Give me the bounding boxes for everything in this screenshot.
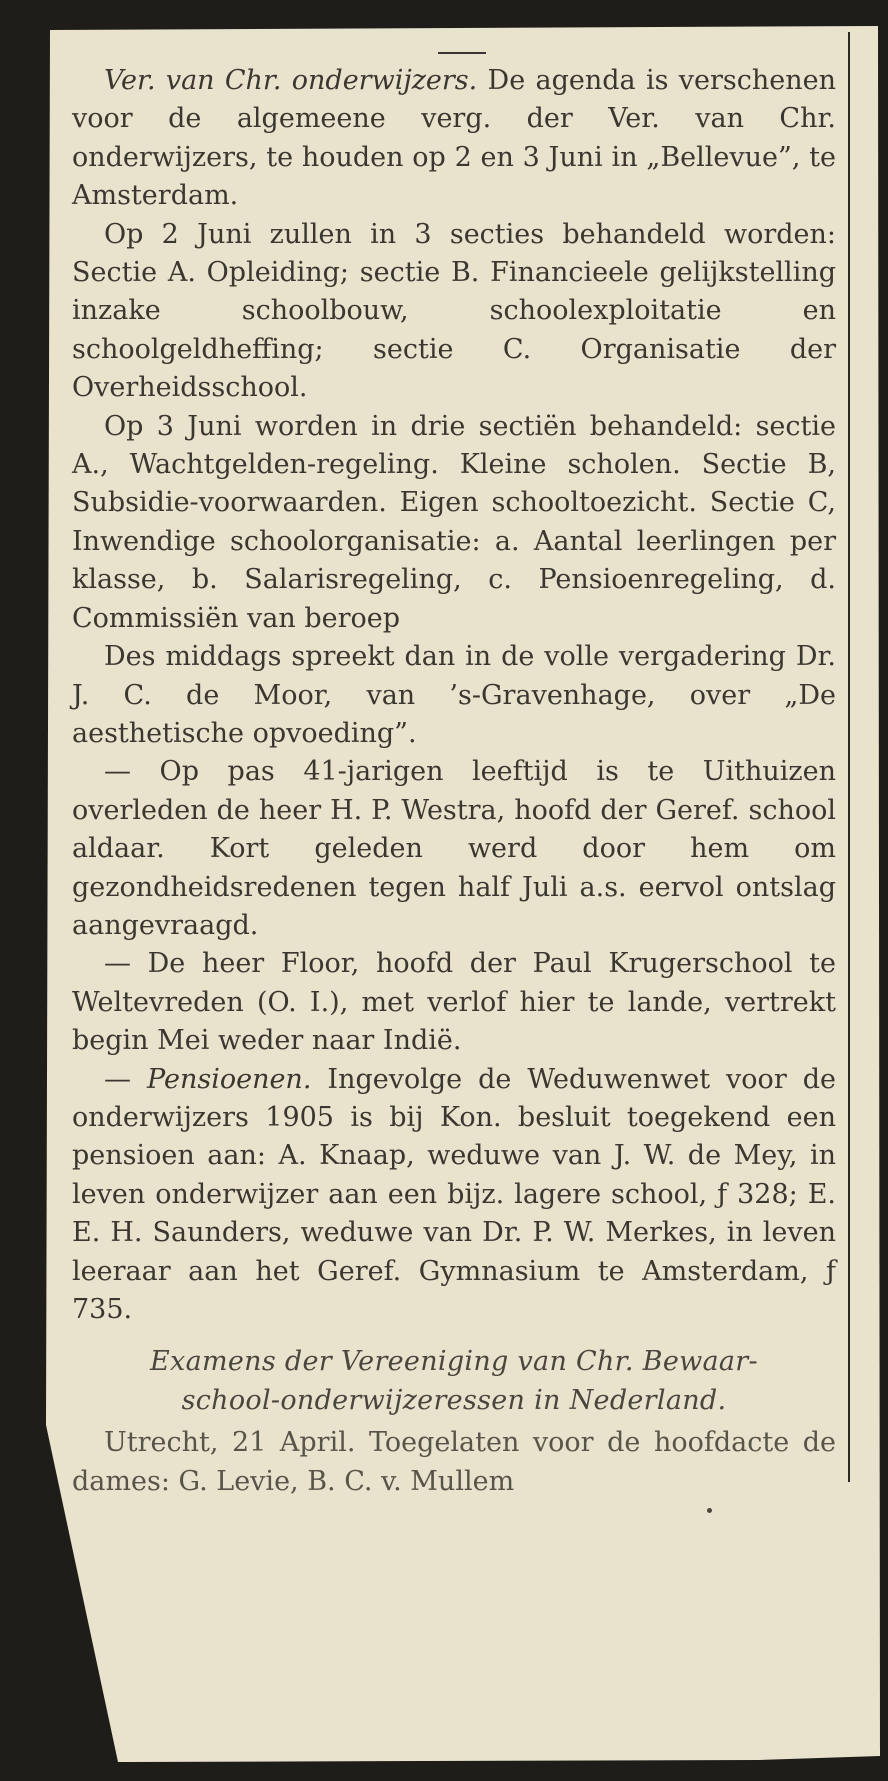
paragraph-obituary-westra: — Op pas 41-jarigen leeftijd is te Uithuizen overleden de heer H. P. Westra, hoofd der Geref. school aldaar. Kort geleden werd door hem om gezondheidsredenen tegen half Juli a.s. eervol ontslag aangevraagd. — [72, 756, 836, 941]
section-heading-examens — [72, 1343, 836, 1420]
section-separator-rule — [438, 52, 486, 54]
paragraph-afternoon-speech: Des middags spreekt dan in de volle vergadering Dr. J. C. de Moor, van ’s-Gravenhage, over „De aesthetische opvoeding”. — [72, 641, 836, 749]
paragraph-agenda-text: De agenda is verschenen voor de algemeene verg. der Ver. van Chr. onderwijzers, te houden op 2 en 3 Juni in „Bellevue”, te Amsterdam. — [72, 65, 836, 212]
paragraph-june-3-sections: Op 3 Juni worden in drie sectiën behandeld: sectie A., Wachtgelden-regeling. Kleine scholen. Sectie B, Subsidie-voorwaarden. Eigen schooltoezicht. Sectie C, Inwendige schoolorganisatie: a. Aantal leerlingen per klasse, b. Salarisregeling, c. Pensioenregeling, d. Commissiën van beroep — [72, 410, 836, 634]
paragraph-pensions-dash: — — [104, 1063, 148, 1095]
paragraph-june-2-sections: Op 2 Juni zullen in 3 secties behandeld worden: Sectie A. Opleiding; sectie B. Financieele gelijkstelling inzake schoolbouw, schoolexploitatie en schoolgeldheffing; sectie C. Organisatie der Overheidsschool. — [72, 218, 836, 404]
section-heading-line-1: Examens der Vereeniging van Chr. Bewaar- — [150, 1346, 758, 1378]
paragraph-pensions-text: Ingevolge de Weduwenwet voor de onderwijzers 1905 is bij Kon. besluit toegekend een pensioen aan: A. Knaap, weduwe van J. W. de Mey, in leven onderwijzer aan een bijz. lagere school, ƒ 328; E. E. H. Saunders, weduwe van Dr. P. W. Merkes, in leven leeraar aan het Geref. Gymnasium te Amsterdam, ƒ 735. — [72, 1063, 836, 1325]
section-heading-line-2: school-onderwijzeressen in Nederland. — [181, 1384, 727, 1416]
paragraph-agenda — [72, 62, 836, 216]
paragraph-pensions — [72, 1061, 836, 1330]
column-rule — [848, 32, 850, 1482]
ink-speck — [707, 1508, 712, 1513]
paragraph-pensions-lead: Pensioenen. — [147, 1063, 312, 1095]
paragraph-floor-leave: — De heer Floor, hoofd der Paul Krugerschool te Weltevreden (O. I.), met verlof hier te lande, vertrekt begin Mei weder naar Indië. — [72, 948, 836, 1057]
article-body — [72, 62, 836, 1501]
paragraph-utrecht-exams: Utrecht, 21 April. Toegelaten voor de hoofdacte de dames: G. Levie, B. C. v. Mullem — [72, 1427, 836, 1497]
paragraph-agenda-lead: Ver. van Chr. onderwijzers. — [104, 65, 478, 96]
